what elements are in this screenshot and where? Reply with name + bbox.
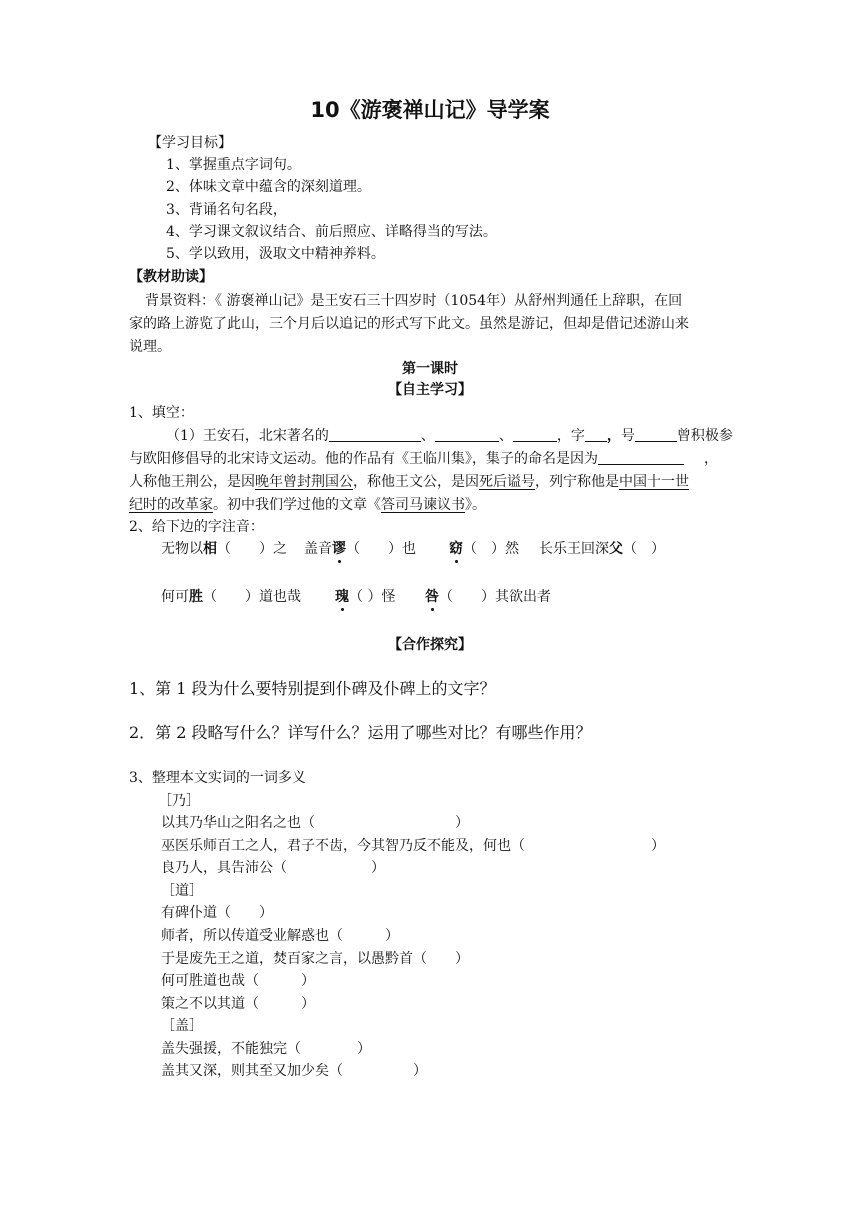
pinyin-text: 盖音 (304, 541, 332, 557)
pinyin-text: 何可 (161, 589, 189, 605)
coop-question: 1、第 1 段为什么要特别提到仆碑及仆碑上的文字？ (129, 679, 496, 698)
coop-heading: 【合作探究】 (388, 637, 472, 653)
fill-answer: 中国十一世 (619, 474, 689, 490)
pinyin-item (539, 538, 665, 558)
blank[interactable] (513, 427, 557, 442)
blank[interactable] (585, 427, 607, 442)
coop-question: 2．第 2 段略写什么？详写什么？运用了哪些对比？有哪些作用？ (129, 723, 592, 742)
poly-item: 何可胜道也哉（ ） (161, 973, 315, 989)
objectives-heading: 【学习目标】 (148, 135, 232, 151)
fill-text: 。初中我们学过他的文章《 (213, 497, 381, 513)
pinyin-char: 窈 (449, 541, 463, 557)
fill-line-1 (166, 425, 733, 445)
pinyin-text: （ ）也 (346, 541, 416, 557)
poly-heading: 3、整理本文实词的一词多义 (129, 770, 306, 786)
fill-answer: 晚年曾封荆国公 (255, 474, 353, 490)
pinyin-item (425, 586, 551, 606)
blank[interactable] (635, 427, 677, 442)
fill-heading: 1、填空： (129, 405, 194, 421)
fill-line-2 (129, 448, 718, 468)
pinyin-char: 父 (609, 541, 623, 557)
fill-text: ，称他王文公，是因 (353, 474, 479, 490)
blank[interactable] (598, 450, 684, 465)
pinyin-item (161, 586, 301, 606)
fill-text: 号 (620, 428, 635, 444)
pinyin-text: （ ）道也哉 (203, 589, 301, 605)
pinyin-char: 咎 (425, 589, 439, 605)
poly-item: 盖其又深，则其至又加少矣（ ） (161, 1063, 427, 1079)
poly-item: 于是废先王之道，焚百家之言，以愚黔首（ ） (161, 951, 469, 967)
guide-line: 背景资料：《 游褒禅山记》是王安石三十四岁时（1054年）从舒州判通任上辞职，在回 (145, 293, 683, 309)
pinyin-item (161, 538, 287, 558)
objective-item: 4、学习课文叙议结合、前后照应、详略得当的写法。 (166, 224, 497, 240)
blank[interactable] (329, 427, 421, 442)
pinyin-item (449, 538, 519, 558)
guide-heading: 【教材助读】 (129, 269, 213, 285)
objective-item: 3、背诵名句名段， (166, 202, 287, 218)
pinyin-text: 长乐王回深 (539, 541, 609, 557)
pinyin-item (304, 538, 416, 558)
fill-text: 人称他王荆公，是因 (129, 474, 255, 490)
pinyin-char: 相 (203, 541, 217, 557)
poly-item: 策之不以其道（ ） (161, 996, 315, 1012)
lesson-heading: 第一课时 (402, 361, 458, 377)
poly-label: ［盖］ (161, 1018, 203, 1034)
guide-line: 家的路上游览了此山，三个月后以追记的形式写下此文。虽然是游记，但却是借记述游山来 (129, 316, 689, 332)
pinyin-char: 胜 (189, 589, 203, 605)
fill-text: ， (704, 451, 718, 467)
objective-item: 2、体味文章中蕴含的深刻道理。 (166, 179, 371, 195)
poly-item: 师者，所以传道受业解惑也（ ） (161, 928, 399, 944)
fill-line-4 (129, 494, 486, 514)
fill-text: （1）王安石，北宋著名的 (166, 428, 329, 444)
pinyin-text: 无物以 (161, 541, 203, 557)
pinyin-item (335, 586, 395, 606)
poly-label: ［乃］ (158, 793, 200, 809)
poly-item: 以其乃华山之阳名之也（ ） (161, 815, 469, 831)
fill-text: 、 (498, 428, 513, 444)
fill-answer: 纪时的改革家 (129, 497, 213, 513)
pinyin-text: （ ）怪 (349, 589, 396, 605)
self-study-heading: 【自主学习】 (388, 382, 472, 398)
objective-item: 1、掌握重点字词句。 (166, 157, 301, 173)
fill-text: ，列宁称他是 (535, 474, 619, 490)
pinyin-text: （ ）其欲出者 (439, 589, 551, 605)
pinyin-char: 谬 (332, 541, 346, 557)
pinyin-text: （ ）然 (463, 541, 519, 557)
pinyin-text: （ ）之 (217, 541, 287, 557)
fill-text: 曾积极参 (676, 428, 733, 444)
fill-answer: 答司马谏议书 (381, 497, 465, 513)
page-title: 10《游褒禅山记》导学案 (310, 98, 550, 122)
pinyin-heading: 2、给下边的字注音： (129, 519, 264, 535)
fill-text: ，字 (556, 428, 585, 444)
fill-text: 与欧阳修倡导的北宋诗文运动。他的作品有《王临川集》，集子的命名是因为 (129, 451, 598, 467)
pinyin-char: 瑰 (335, 589, 349, 605)
fill-text: 》。 (465, 497, 486, 513)
fill-text: ， (606, 428, 621, 444)
fill-text: 、 (420, 428, 435, 444)
fill-line-3 (129, 471, 689, 491)
poly-item: 巫医乐师百工之人，君子不齿，今其智乃反不能及，何也（ ） (161, 838, 665, 854)
pinyin-text: （ ） (623, 541, 665, 557)
poly-label: ［道］ (161, 883, 203, 899)
objective-item: 5、学以致用，汲取文中精神养料。 (166, 246, 385, 262)
poly-item: 有碑仆道（ ） (161, 905, 273, 921)
poly-item: 盖失强援，不能独完（ ） (161, 1041, 371, 1057)
blank[interactable] (435, 427, 499, 442)
fill-answer: 死后谥号 (479, 474, 535, 490)
poly-item: 良乃人，具告沛公（ ） (161, 860, 385, 876)
guide-line: 说理。 (129, 339, 171, 355)
